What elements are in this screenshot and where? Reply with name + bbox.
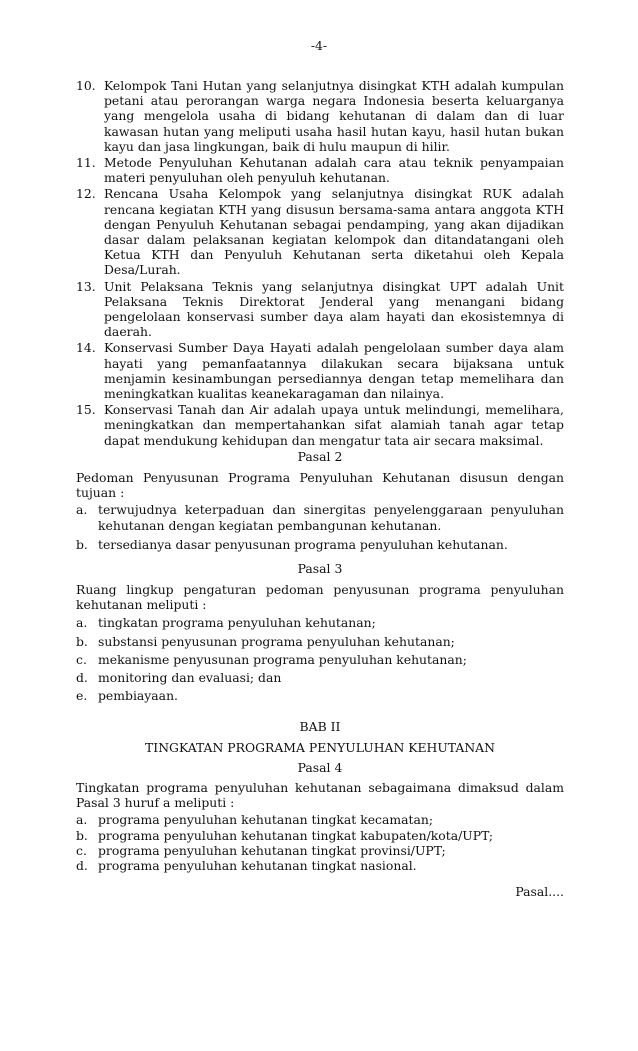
definition-text: Unit Pelaksana Teknis yang selanjutnya disingkat UPT adalah Unit Pelaksana Teknis Direktorat Jenderal yang menangani bidang pengelolaan konservasi sumber daya alam hayati dan ekosistemnya di daerah.: [104, 278, 564, 340]
definition-number: 12.: [76, 186, 96, 202]
definitions-list: [76, 78, 564, 448]
list-text: terwujudnya keterpaduan dan sinergitas penyelenggaraan penyuluhan kehutanan dengan kegiatan pembangunan kehutanan.: [98, 502, 564, 533]
list-label: d.: [76, 858, 88, 874]
bab-title: BAB II: [299, 719, 341, 734]
list-text: tersedianya dasar penyusunan programa penyuluhan kehutanan.: [98, 536, 508, 552]
list-item: [76, 828, 564, 843]
definition-number: 14.: [76, 340, 96, 356]
list-label: b.: [76, 536, 88, 552]
list-text: tingkatan programa penyuluhan kehutanan;: [98, 615, 376, 631]
pasal-2-title: Pasal 2: [297, 449, 343, 464]
list-label: b.: [76, 827, 88, 843]
list-item: [76, 843, 564, 858]
pasal-4-intro: Tingkatan programa penyuluhan kehutanan sebagaimana dimaksud dalam Pasal 3 huruf a meliputi :: [76, 780, 564, 811]
list-item: [76, 652, 564, 667]
definition-text: Konservasi Tanah dan Air adalah upaya untuk melindungi, memelihara, meningkatkan dan mempertahankan sifat alamiah tanah agar tetap dapat mendukung kehidupan dan mengatur tata air secara maksimal.: [104, 402, 564, 448]
definition-text: Konservasi Sumber Daya Hayati adalah pengelolaan sumber daya alam hayati yang pemanfaatannya dilakukan secara bijaksana untuk menjamin kesinambungan persediannya dengan tetap memelihara dan meningkatkan kualitas keanekaragaman dan nilainya.: [104, 340, 564, 402]
list-text: substansi penyusunan programa penyuluhan kehutanan;: [98, 633, 455, 649]
pasal-3-title: Pasal 3: [297, 561, 343, 576]
definition-text: Rencana Usaha Kelompok yang selanjutnya disingkat RUK adalah rencana kegiatan KTH yang disusun bersama-sama antara anggota KTH dengan Penyuluh Kehutanan sebagai pendamping, yang akan dijadikan dasar dalam pelaksanan kegiatan kelompok dan ditandatangani oleh Ketua KTH dan Penyuluh Kehutanan serta diketahui oleh Kepala Desa/Lurah.: [104, 186, 564, 278]
list-text: programa penyuluhan kehutanan tingkat nasional.: [98, 858, 417, 874]
list-item: [76, 502, 564, 532]
definition-item: [76, 155, 564, 185]
list-label: a.: [76, 502, 88, 518]
list-text: programa penyuluhan kehutanan tingkat provinsi/UPT;: [98, 842, 446, 858]
list-label: b.: [76, 633, 88, 649]
list-text: pembiayaan.: [98, 688, 178, 704]
list-text: programa penyuluhan kehutanan tingkat kecamatan;: [98, 812, 434, 828]
pasal-3-intro: Ruang lingkup pengaturan pedoman penyusunan programa penyuluhan kehutanan meliputi :: [76, 582, 564, 613]
list-label: a.: [76, 812, 88, 828]
definition-item: [76, 78, 564, 154]
pasal-4-section: [76, 780, 564, 873]
definition-item: [76, 340, 564, 401]
list-item: [76, 615, 564, 630]
definition-text: Kelompok Tani Hutan yang selanjutnya disingkat KTH adalah kumpulan petani atau perorangan warga negara Indonesia beserta keluarganya yang mengelola usaha di bidang kehutanan di dalam dan di luar kawasan hutan yang meliputi usaha hasil hutan kayu, hasil hutan bukan kayu dan jasa lingkungan, baik di hulu maupun di hilir.: [104, 78, 564, 154]
pasal-2-intro: Pedoman Penyusunan Programa Penyuluhan Kehutanan disusun dengan tujuan :: [76, 470, 564, 501]
definition-number: 15.: [76, 402, 96, 418]
bab-subtitle: TINGKATAN PROGRAMA PENYULUHAN KEHUTANAN: [145, 740, 495, 755]
list-item: [76, 812, 564, 827]
definition-item: [76, 186, 564, 277]
list-item: [76, 537, 564, 552]
list-text: monitoring dan evaluasi; dan: [98, 670, 282, 686]
list-text: programa penyuluhan kehutanan tingkat kabupaten/kota/UPT;: [98, 827, 494, 843]
list-label: c.: [76, 842, 87, 858]
list-label: c.: [76, 651, 87, 667]
definition-text: Metode Penyuluhan Kehutanan adalah cara atau teknik penyampaian materi penyuluhan oleh penyuluh kehutanan.: [104, 155, 564, 186]
pasal-4-title: Pasal 4: [297, 760, 343, 775]
list-item: [76, 858, 564, 873]
list-text: mekanisme penyusunan programa penyuluhan kehutanan;: [98, 651, 467, 667]
list-item: [76, 688, 564, 703]
list-label: a.: [76, 615, 88, 631]
next-page-indicator: Pasal....: [515, 884, 564, 899]
page-number: -4-: [310, 38, 328, 53]
definition-number: 11.: [76, 155, 96, 171]
list-item: [76, 634, 564, 649]
definition-item: [76, 402, 564, 448]
list-label: e.: [76, 688, 88, 704]
pasal-3-section: [76, 582, 564, 703]
definition-item: [76, 279, 564, 340]
list-label: d.: [76, 670, 88, 686]
pasal-2-section: [76, 470, 564, 552]
definition-number: 10.: [76, 78, 96, 93]
list-item: [76, 670, 564, 685]
definition-number: 13.: [76, 278, 96, 294]
